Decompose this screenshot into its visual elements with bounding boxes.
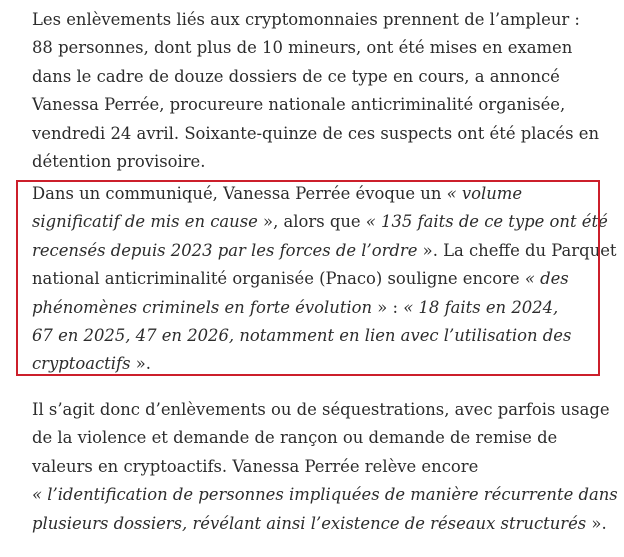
paragraph-1 — [32, 6, 612, 176]
text-line: Il s’agit donc d’enlèvements ou de séquestrations, avec parfois usage — [32, 400, 610, 419]
text-segment: national anticriminalité organisée (Pnaco) souligne encore — [32, 269, 525, 289]
text-line: Les enlèvements liés aux cryptomonnaies prennent de l’ampleur : — [32, 10, 580, 29]
quote-segment: 67 en 2025, 47 en 2026, notamment en lien avec l’utilisation des — [32, 326, 572, 346]
quote-segment: plusieurs dossiers, révélant ainsi l’existence de réseaux structurés — [32, 513, 587, 533]
text-line: dans le cadre de douze dossiers de ce type en cours, a annoncé — [32, 66, 560, 86]
red-highlight-box — [16, 180, 600, 376]
text-line: vendredi 24 avril. Soixante-quinze de ces suspects ont été placés en — [32, 123, 599, 143]
text-segment: ». — [130, 354, 151, 374]
text-line: Vanessa Perrée, procureure nationale anticriminalité organisée, — [32, 95, 566, 115]
quote-segment: phénomènes criminels en forte évolution — [32, 297, 373, 317]
quote-segment: « 18 faits en 2024, — [403, 297, 559, 317]
quote-segment: cryptoactifs — [32, 354, 131, 374]
text-line: détention provisoire. — [32, 152, 206, 172]
text-segment: ». — [586, 513, 607, 533]
text-line: de la violence et demande de rançon ou demande de remise de — [32, 428, 558, 448]
text-segment: ». La cheffe du Parquet — [417, 240, 617, 260]
quote-segment: « 135 faits de ce type ont été — [365, 212, 608, 232]
text-segment: Dans un communiqué, Vanessa Perrée évoque un — [32, 184, 447, 203]
article-body — [32, 6, 618, 533]
text-line: valeurs en cryptoactifs. Vanessa Perrée relève encore — [32, 456, 479, 476]
quote-segment: significatif de mis en cause — [32, 212, 258, 232]
quote-segment: « des — [524, 269, 569, 289]
text-line: 88 personnes, dont plus de 10 mineurs, ont été mises en examen — [32, 38, 573, 58]
paragraph-3 — [32, 396, 618, 538]
text-line — [32, 510, 618, 538]
text-segment: », alors que — [257, 212, 366, 232]
quote-segment: « volume — [446, 184, 523, 203]
quote-line: « l’identification de personnes impliquées de manière récurrente dans — [32, 485, 618, 505]
quote-segment: recensés depuis 2023 par les forces de l’ordre — [32, 240, 418, 260]
text-segment: » : — [372, 297, 404, 317]
